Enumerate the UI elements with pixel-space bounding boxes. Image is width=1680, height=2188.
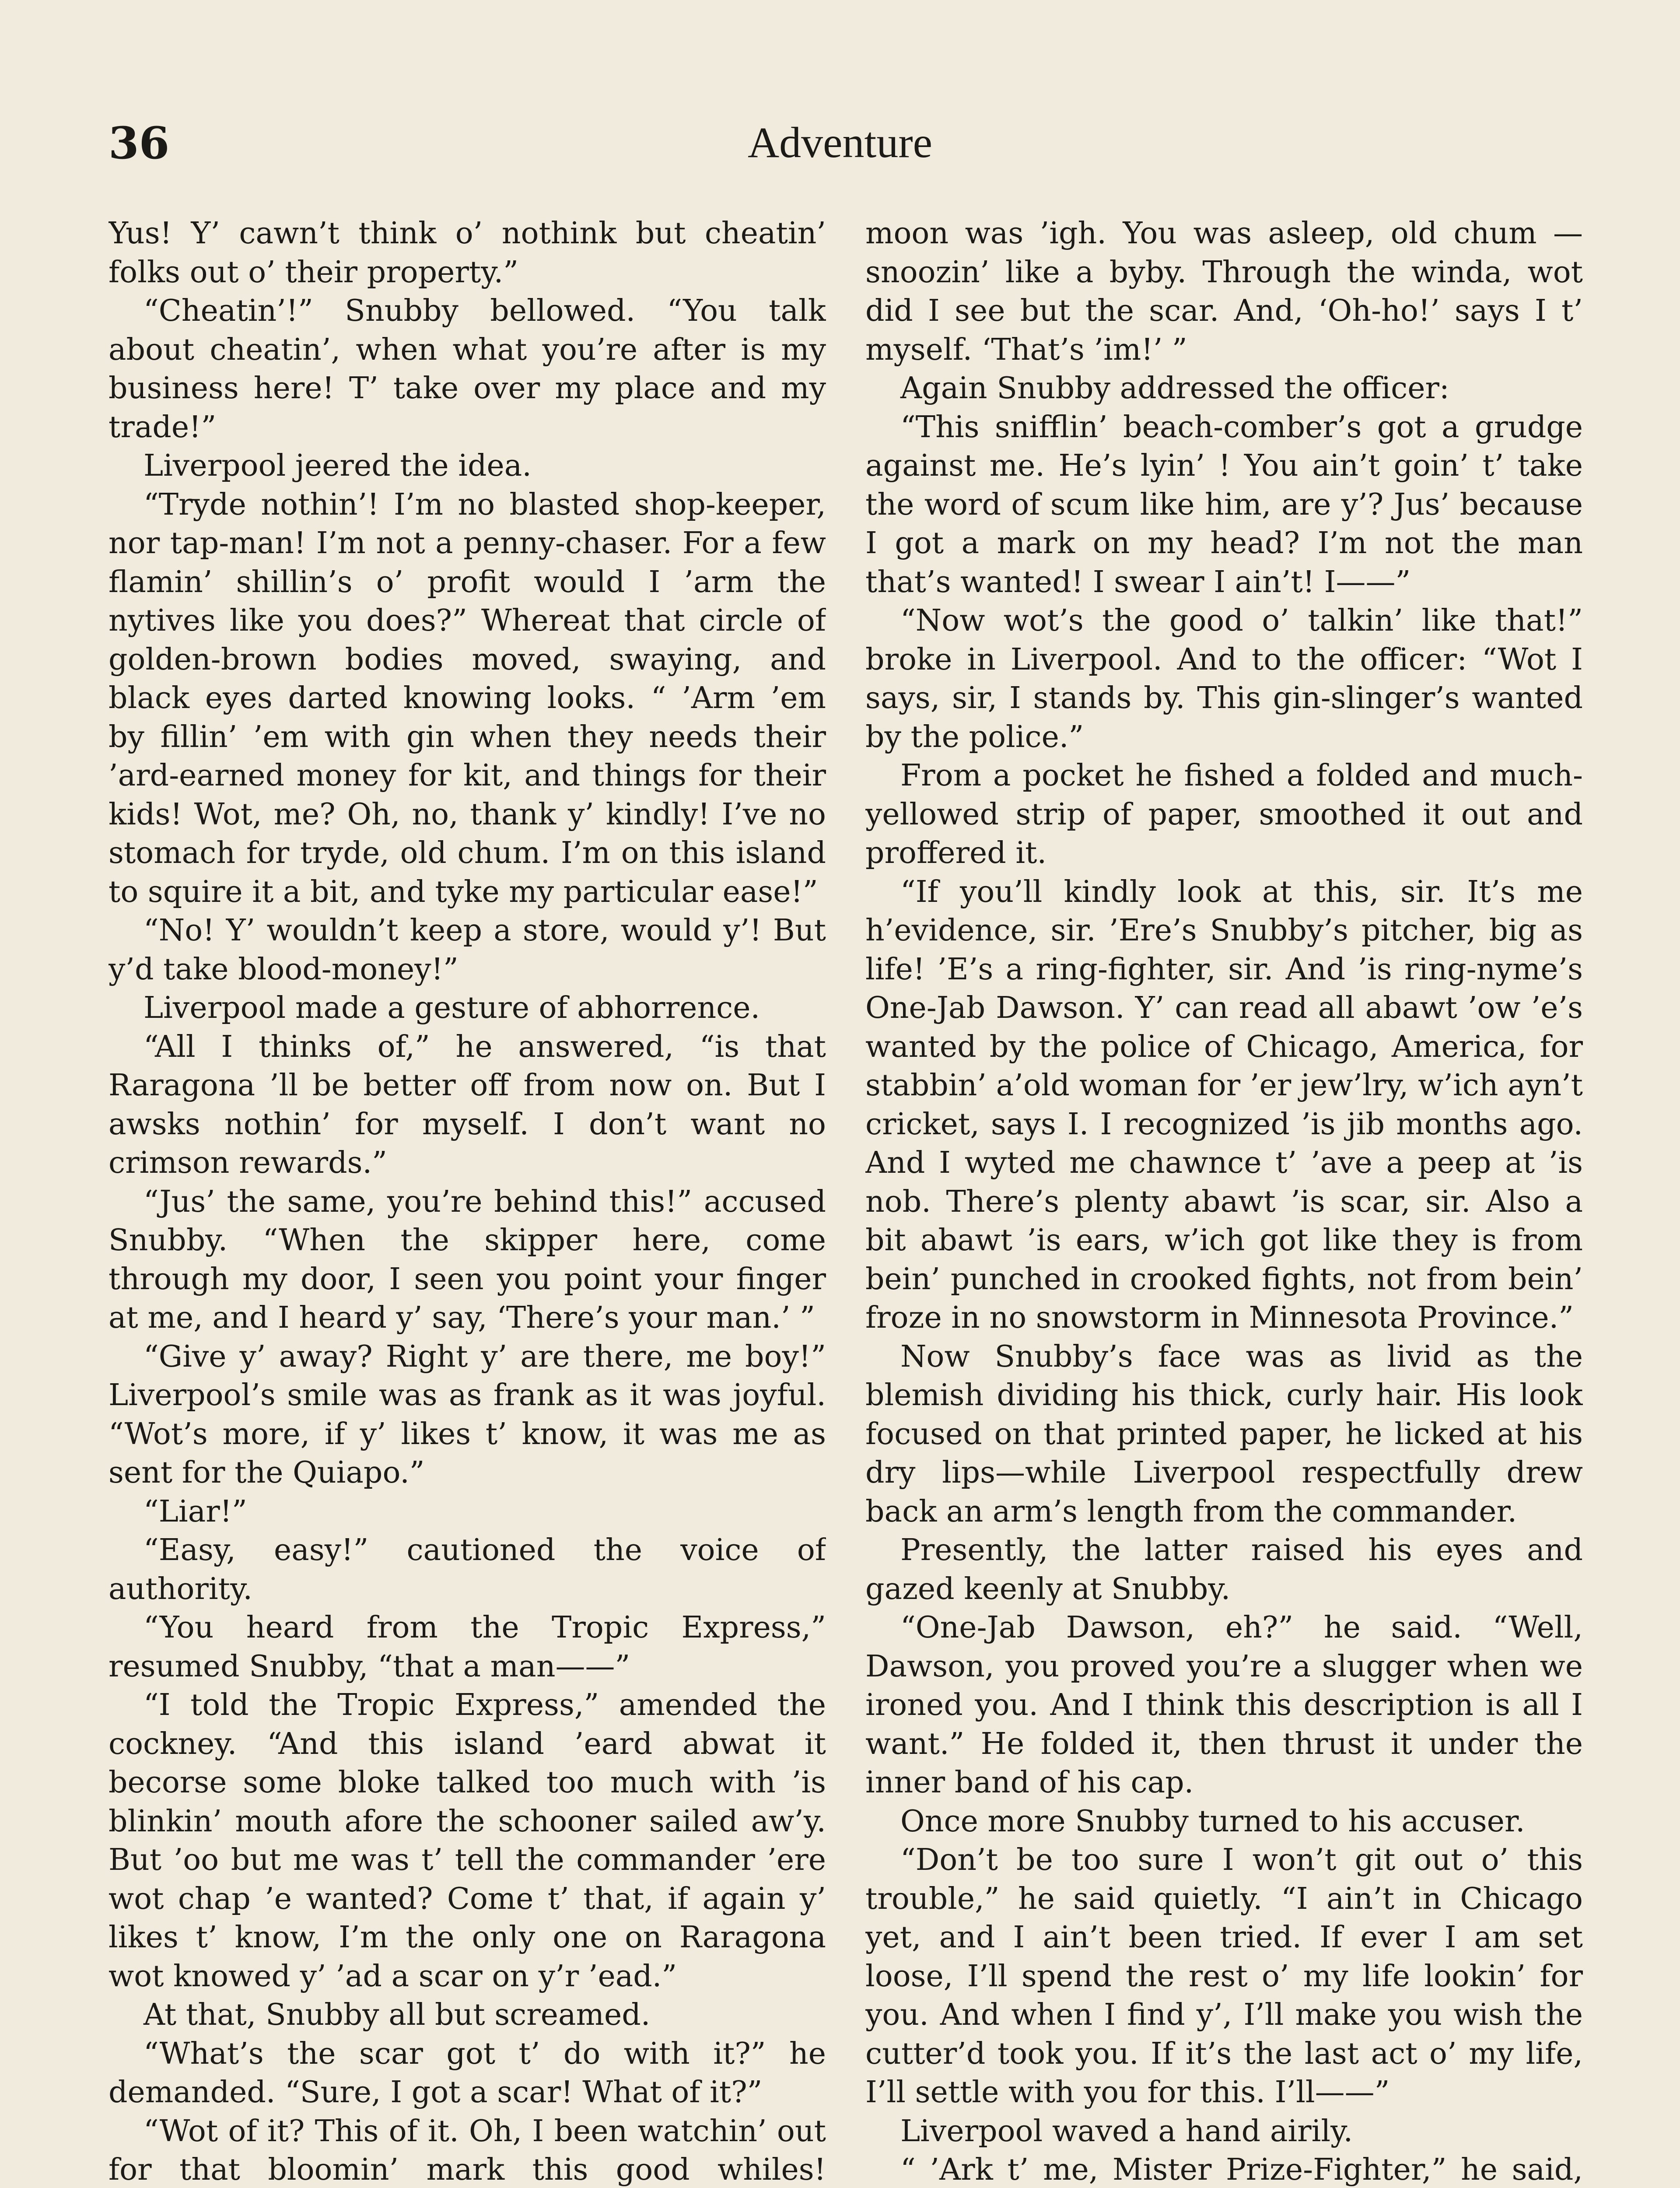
- paragraph: Now Snubby’s face was as livid as the blemish dividing his thick, curly hair. His look focused on that printed paper, he licked at his dry lips—while Liverpool respectfully drew back an arm’s length from the commander.: [865, 1339, 1583, 1529]
- paragraph: moon was ’igh. You was asleep, old chum —snoozin’ like a byby. Through the winda, wot did I see but the scar. And, ‘Oh-ho!’ says I t’ myself. ‘That’s ’im!’ ”: [865, 216, 1583, 367]
- paragraph: Again Snubby addressed the officer:: [900, 371, 1449, 406]
- paragraph: “Cheatin’!” Snubby bellowed. “You talk about cheatin’, when what you’re after is my business here! T’ take over my place and my trade!”: [108, 294, 826, 445]
- paragraph: “ ’Ark t’ me, Mister Prize-Fighter,” he said,: [900, 2153, 1583, 2187]
- paragraph: At that, Snubby all but screamed.: [144, 1998, 651, 2032]
- running-title: Adventure: [747, 118, 933, 167]
- paragraph: Presently, the latter raised his eyes and gazed keenly at Snubby.: [865, 1533, 1583, 1606]
- paragraph: “Give y’ away? Right y’ are there, me boy!” Liverpool’s smile was as frank as it was joyful. “Wot’s more, if y’ likes t’ know, it was me as sent for the Quiapo.”: [108, 1339, 826, 1490]
- paragraph: Liverpool made a gesture of abhorrence.: [144, 991, 760, 1025]
- page-header: [108, 117, 1572, 183]
- paragraph: Yus! Y’ cawn’t think o’ nothink but cheatin’ folks out o’ their property.”: [108, 216, 826, 290]
- paragraph: “If you’ll kindly look at this, sir. It’s me h’evidence, sir. ’Ere’s Snubby’s pitcher, big as life! ’E’s a ring-fighter, sir. And ’is ring-nyme’s One-Jab Dawson. Y’ can read all abawt ’ow ’e’s wanted by the police of Chicago, America, for stabbin’ a’old woman for ’er jew’lry, w’ich ayn’t cricket, says I. I recognized ’is jib months ago. And I wyted me chawnce t’ ’ave a peep at ’is nob. There’s plenty abawt ’is scar, sir. Also a bit abawt ’is ears, w’ich got like they is from bein’ punched in crooked fights, not from bein’ froze in no snowstorm in Minnesota Province.”: [865, 874, 1583, 1335]
- left-column: [108, 214, 826, 2188]
- paragraph: Liverpool waved a hand airily.: [900, 2114, 1353, 2149]
- paragraph: “Easy, easy!” cautioned the voice of authority.: [108, 1533, 826, 1606]
- paragraph: “Wot of it? This of it. Oh, I been watchin’ out for that bloomin’ mark this good whiles!: [108, 2114, 826, 2187]
- paragraph: “Jus’ the same, you’re behind this!” accused Snubby. “When the skipper here, come through my door, I seen you point your finger at me, and I heard y’ say, ‘There’s your man.’ ”: [108, 1184, 826, 1335]
- paragraph: “No! Y’ wouldn’t keep a store, would y’! But y’d take blood-money!”: [108, 913, 826, 987]
- paragraph: “I told the Tropic Express,” amended the cockney. “And this island ’eard abwat it becorse some bloke talked too much with ’is blinkin’ mouth afore the schooner sailed aw’y. But ’oo but me was t’ tell the commander ’ere wot chap ’e wanted? Come t’ that, if again y’ likes t’ know, I’m the only one on Raragona wot knowed y’ ’ad a scar on y’r ’ead.”: [108, 1688, 826, 1994]
- paragraph: Liverpool jeered the idea.: [144, 449, 532, 483]
- paragraph: “Don’t be too sure I won’t git out o’ this trouble,” he said quietly. “I ain’t in Chicago yet, and I ain’t been tried. If ever I am set loose, I’ll spend the rest o’ my life lookin’ for you. And when I find y’, I’ll make you wish the cutter’d took you. If it’s the last act o’ my life, I’ll settle with you for this. I’ll——”: [865, 1843, 1583, 2110]
- page-number: 36: [108, 117, 170, 169]
- paragraph: “All I thinks of,” he answered, “is that Raragona ’ll be better off from now on. But I awsks nothin’ for myself. I don’t want no crimson rewards.”: [108, 1029, 826, 1180]
- paragraph: Once more Snubby turned to his accuser.: [900, 1804, 1525, 1839]
- text-columns: [108, 214, 1583, 2188]
- paragraph: “You heard from the Tropic Express,” resumed Snubby, “that a man——”: [108, 1610, 826, 1684]
- paragraph: “Liar!”: [144, 1494, 247, 1529]
- right-column: [865, 214, 1583, 2188]
- paragraph: “Tryde nothin’! I’m no blasted shop-keeper, nor tap-man! I’m not a penny-chaser. For a few flamin’ shillin’s o’ profit would I ’arm the nytives like you does?” Whereat that circle of golden-brown bodies moved, swaying, and black eyes darted knowing looks. “ ’Arm ’em by fillin’ ’em with gin when they needs their ’ard-earned money for kit, and things for their kids! Wot, me? Oh, no, thank y’ kindly! I’ve no stomach for tryde, old chum. I’m on this island to squire it a bit, and tyke my particular ease!”: [108, 487, 826, 909]
- paragraph: “Now wot’s the good o’ talkin’ like that!” broke in Liverpool. And to the officer: “Wot I says, sir, I stands by. This gin-slinger’s wanted by the police.”: [865, 603, 1583, 754]
- paragraph: From a pocket he fished a folded and much-yellowed strip of paper, smoothed it out and proffered it.: [865, 758, 1583, 870]
- paragraph: “What’s the scar got t’ do with it?” he demanded. “Sure, I got a scar! What of it?”: [108, 2036, 826, 2110]
- paragraph: “One-Jab Dawson, eh?” he said. “Well, Dawson, you proved you’re a slugger when we ironed you. And I think this description is all I want.” He folded it, then thrust it under the inner band of his cap.: [865, 1610, 1583, 1800]
- paragraph: “This snifflin’ beach-comber’s got a grudge against me. He’s lyin’ ! You ain’t goin’ t’ take the word of scum like him, are y’? Jus’ because I got a mark on my head? I’m not the man that’s wanted! I swear I ain’t! I——”: [865, 410, 1583, 600]
